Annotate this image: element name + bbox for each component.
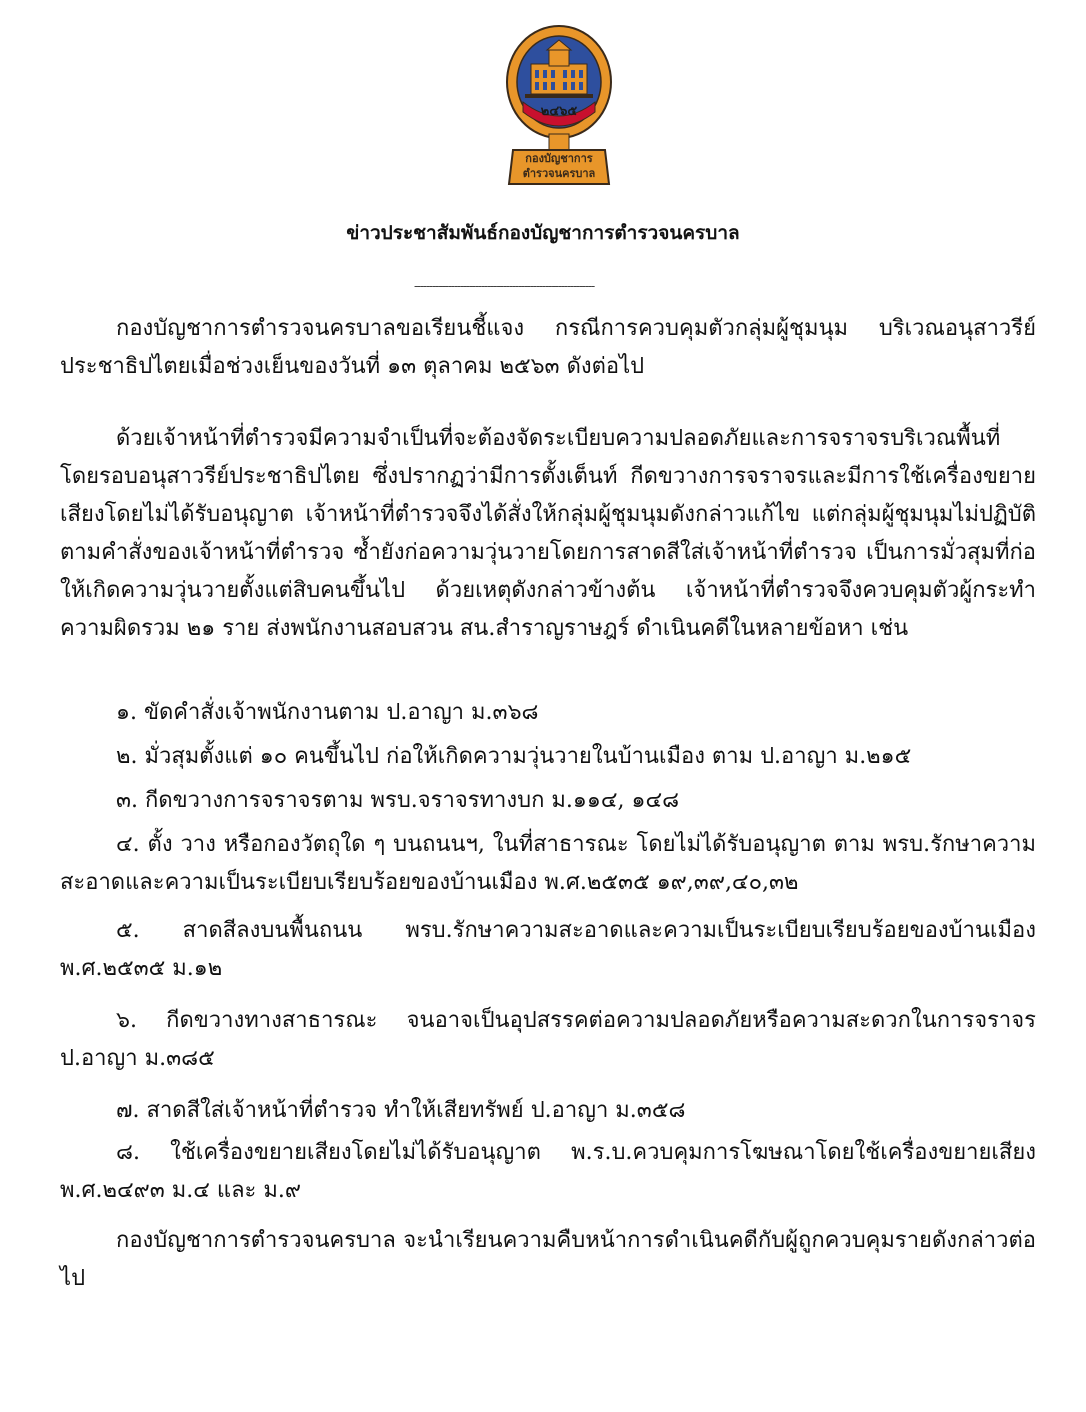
charge-item-4: ๔. ตั้ง วาง หรือกองวัตถุใด ๆ บนถนนฯ, ในที่สาธารณะ โดยไม่ได้รับอนุญาต ตาม พรบ.รักษาความสะอาดและความเป็นระเบียบเรียบร้อยของบ้านเมือง พ.ศ.๒๕๓๕ ๑๙,๓๙,๔๐,๓๒: [60, 832, 1036, 895]
police-emblem-logo: [503, 22, 615, 188]
charge-item-5: ๕. สาดสีลงบนพื้นถนน พรบ.รักษาความสะอาดและความเป็นระเบียบเรียบร้อยของบ้านเมือง พ.ศ.๒๕๓๕ ม.๑๒: [60, 918, 1036, 981]
divider-line: -----------------------------------------------------------: [414, 279, 595, 293]
charge-item-2: ๒. มั่วสุมตั้งแต่ ๑๐ คนขึ้นไป ก่อให้เกิดความวุ่นวายในบ้านเมือง ตาม ป.อาญา ม.๒๑๕: [116, 744, 912, 769]
detail-paragraph: ด้วยเจ้าหน้าที่ตำรวจมีความจำเป็นที่จะต้องจัดระเบียบความปลอดภัยและการจราจรบริเวณพื้นที่โดยรอบอนุสาวรีย์ประชาธิปไตย ซึ่งปรากฏว่ามีการตั้งเต็นท์ กีดขวางการจราจรและมีการใช้เครื่องขยายเสียงโดยไม่ได้รับอนุญาต เจ้าหน้าที่ตำรวจจึงได้สั่งให้กลุ่มผู้ชุมนุมดังกล่าวแก้ไข แต่กลุ่มผู้ชุมนุมไม่ปฏิบัติตามคำสั่งของเจ้าหน้าที่ตำรวจ ซ้ำยังก่อความวุ่นวายโดยการสาดสีใส่เจ้าหน้าที่ตำรวจ เป็นการมั่วสุมที่ก่อให้เกิดความวุ่นวายตั้งแต่สิบคนขึ้นไป ด้วยเหตุดังกล่าวข้างต้น เจ้าหน้าที่ตำรวจจึงควบคุมตัวผู้กระทำความผิดรวม ๒๑ ราย ส่งพนักงานสอบสวน สน.สำราญราษฎร์ ดำเนินคดีในหลายข้อหา เช่น: [60, 426, 1036, 641]
intro-paragraph: กองบัญชาการตำรวจนครบาลขอเรียนชี้แจง กรณีการควบคุมตัวกลุ่มผู้ชุมนุม บริเวณอนุสาวรีย์ประชาธิปไตยเมื่อช่วงเย็นของวันที่ ๑๓ ตุลาคม ๒๕๖๓ ดังต่อไป: [60, 316, 1036, 379]
emblem-banner-line1: กองบัญชาการ: [525, 152, 593, 165]
charge-item-8: ๘. ใช้เครื่องขยายเสียงโดยไม่ได้รับอนุญาต พ.ร.บ.ควบคุมการโฆษณาโดยใช้เครื่องขยายเสียง พ.ศ.๒๔๙๓ ม.๔ และ ม.๙: [60, 1140, 1036, 1203]
closing-paragraph: กองบัญชาการตำรวจนครบาล จะนำเรียนความคืบหน้าการดำเนินคดีกับผู้ถูกควบคุมรายดังกล่าวต่อไป: [60, 1228, 1036, 1291]
page-title: ข่าวประชาสัมพันธ์กองบัญชาการตำรวจนครบาล: [346, 222, 740, 244]
emblem-banner-line2: ตำรวจนครบาล: [522, 167, 596, 180]
charge-item-3: ๓. กีดขวางการจราจรตาม พรบ.จราจรทางบก ม.๑๑๔, ๑๔๘: [116, 788, 680, 813]
emblem-year: ๒๔๖๕: [540, 104, 578, 119]
charge-item-1: ๑. ขัดคำสั่งเจ้าพนักงานตาม ป.อาญา ม.๓๖๘: [116, 700, 539, 725]
charge-item-6: ๖. กีดขวางทางสาธารณะ จนอาจเป็นอุปสรรคต่อความปลอดภัยหรือความสะดวกในการจราจร ป.อาญา ม.๓๘๕: [60, 1008, 1036, 1071]
charge-item-7: ๗. สาดสีใส่เจ้าหน้าที่ตำรวจ ทำให้เสียทรัพย์ ป.อาญา ม.๓๕๘: [116, 1098, 686, 1123]
